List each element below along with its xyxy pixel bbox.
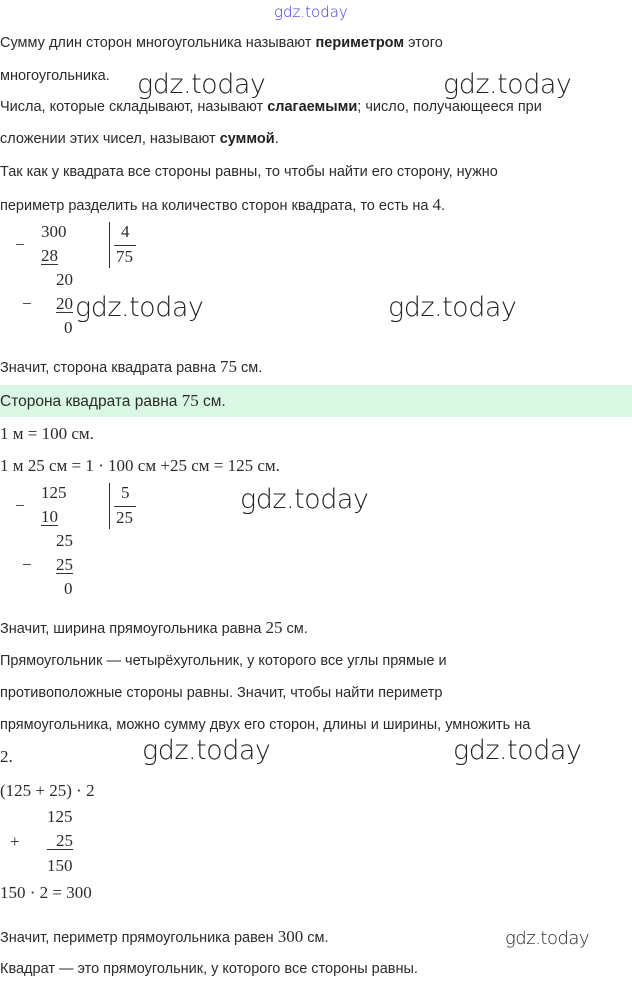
text-line: противоположные стороны равны. Значит, чтобы найти периметр (0, 685, 443, 701)
division-line (114, 506, 136, 507)
dividend: 125 (41, 483, 67, 502)
minus-sign: − (15, 496, 25, 515)
equation: 150 · 2 = 300 (0, 883, 92, 902)
equation: 1 м = 100 см. (0, 424, 94, 443)
header-watermark: gdz.today (274, 3, 348, 21)
watermark: gdz.today (142, 735, 271, 766)
addend: 125 (47, 807, 73, 826)
text: этого (404, 35, 443, 51)
division-bar (109, 222, 110, 268)
paragraph-addends (0, 98, 542, 116)
quotient: 25 (116, 508, 133, 527)
dividend: 300 (41, 222, 67, 241)
text: см. (198, 393, 226, 410)
text-line (0, 928, 329, 947)
plus-sign: + (10, 832, 20, 851)
remainder: 25 (56, 531, 73, 550)
equation: (125 + 25) · 2 (0, 781, 95, 800)
equation: 1 м 25 см = 1 · 100 см +25 см = 125 см. (0, 456, 280, 475)
text-line (0, 619, 308, 638)
term-sum: суммой (219, 131, 275, 147)
quotient: 75 (116, 247, 133, 266)
minus-sign: − (22, 294, 32, 313)
text-line (0, 196, 445, 215)
number: 25 (265, 618, 283, 637)
text-line: 2. (0, 747, 13, 766)
watermark: gdz.today (505, 928, 590, 949)
sum: 150 (47, 856, 73, 875)
divisor: 5 (121, 483, 130, 502)
text-line: Квадрат — это прямоугольник, у которого все стороны равны. (0, 961, 418, 977)
text: сложении этих чисел, называют (0, 131, 220, 147)
text: Значит, периметр прямоугольника равен (0, 930, 278, 946)
remainder: 20 (56, 270, 73, 289)
number: 75 (220, 357, 237, 376)
text: см. (282, 621, 308, 637)
minus-sign: − (22, 555, 32, 574)
text: периметр разделить на количество сторон квадрата, то есть на (0, 198, 433, 214)
text-line: Так как у квадрата все стороны равны, то чтобы найти его сторону, нужно (0, 164, 498, 180)
text-line (0, 130, 279, 148)
text: . (441, 198, 446, 214)
term-perimeter: периметром (315, 35, 405, 51)
subtrahend: 20 (56, 294, 73, 313)
division-bar (109, 483, 110, 529)
answer-text (0, 392, 226, 411)
text: . (274, 131, 279, 147)
subtrahend: 10 (41, 507, 58, 526)
text: Сторона квадрата равна (0, 393, 182, 410)
text: Значит, сторона квадрата равна (0, 360, 220, 376)
text: см. (303, 930, 329, 946)
watermark: gdz.today (388, 292, 517, 323)
addend: 25 (47, 833, 73, 850)
remainder: 0 (64, 579, 73, 598)
watermark: gdz.today (443, 69, 572, 100)
text-line: Прямоугольник — четырёхугольник, у которого все углы прямые и (0, 653, 447, 669)
text: Значит, ширина прямоугольника равна (0, 621, 266, 637)
subtrahend: 28 (41, 246, 58, 265)
minus-sign: − (15, 235, 25, 254)
remainder: 0 (64, 318, 73, 337)
division-line (114, 245, 136, 246)
divisor: 4 (121, 222, 130, 241)
number: 75 (181, 391, 199, 410)
watermark: gdz.today (137, 69, 266, 100)
text-line: многоугольника. (0, 68, 110, 84)
watermark: gdz.today (240, 484, 369, 515)
number: 4 (432, 195, 442, 214)
text: Сумму длин сторон многоугольника называют (0, 35, 316, 51)
number: 300 (277, 927, 304, 946)
subtrahend: 25 (56, 555, 73, 574)
paragraph-perimeter (0, 34, 443, 52)
text-line (0, 358, 262, 377)
watermark: gdz.today (75, 292, 204, 323)
text-line: прямоугольника, можно сумму двух его сторон, длины и ширины, умножить на (0, 717, 531, 733)
text: ; число, получающееся при (357, 99, 542, 115)
text: см. (237, 360, 263, 376)
text: Числа, которые складывают, называют (0, 99, 268, 115)
term-addends: слагаемыми (267, 99, 358, 115)
watermark: gdz.today (453, 735, 582, 766)
